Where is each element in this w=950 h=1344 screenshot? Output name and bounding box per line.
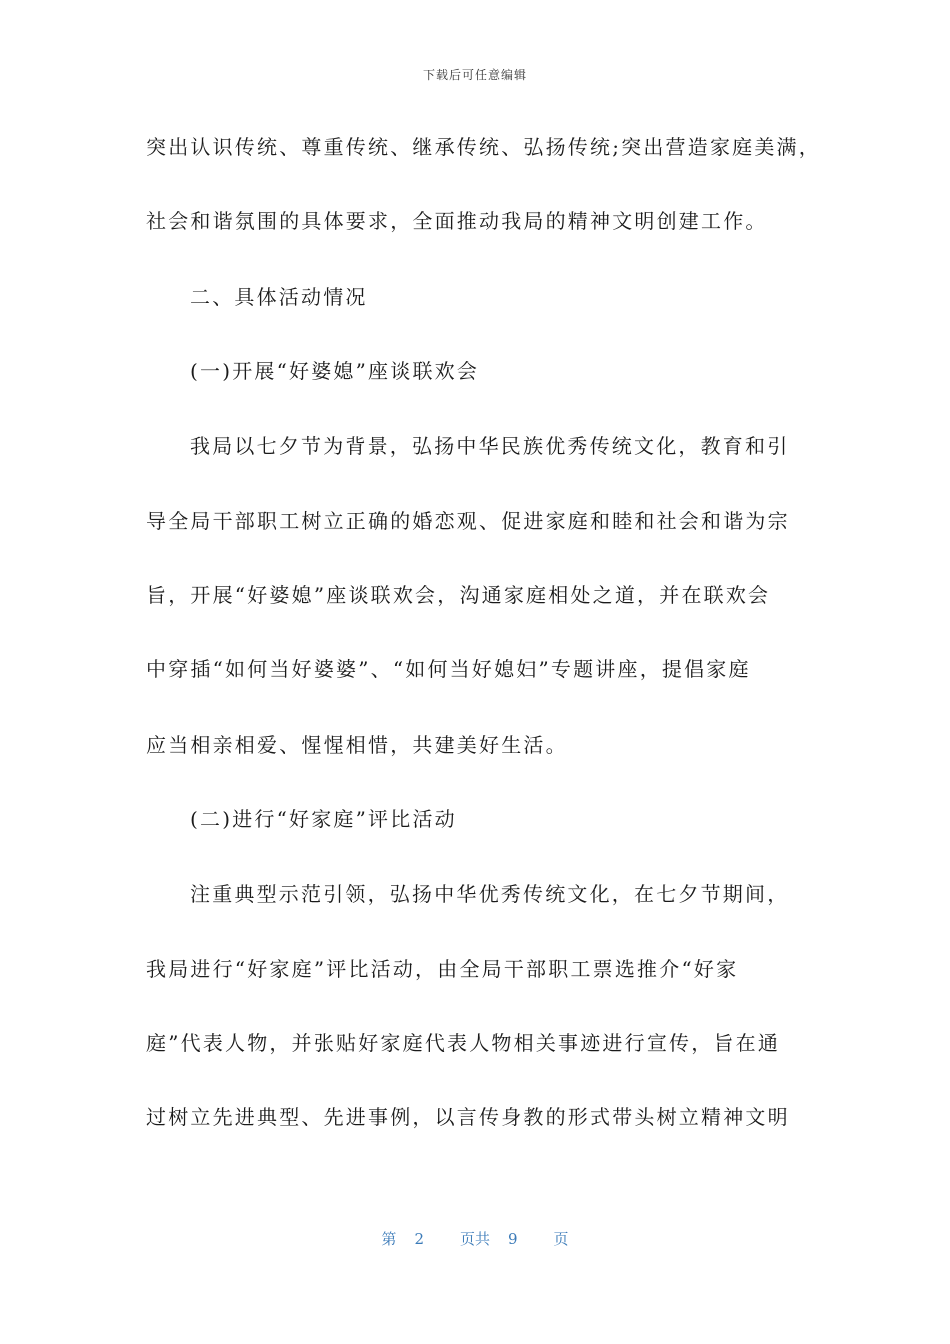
paragraph-line: 应当相亲相爱、惺惺相惜，共建美好生活。 bbox=[146, 733, 568, 757]
footer-di: 第 bbox=[381, 1230, 397, 1248]
paragraph-line: 我局进行“好家庭”评比活动，由全局干部职工票选推介“好家 bbox=[146, 957, 739, 981]
footer-ye: 页 bbox=[553, 1230, 569, 1248]
footer-page-number: 2 bbox=[414, 1230, 424, 1248]
paragraph-line: 我局以七夕节为背景，弘扬中华民族优秀传统文化，教育和引 bbox=[190, 434, 790, 458]
paragraph-line: 注重典型示范引领，弘扬中华优秀传统文化，在七夕节期间， bbox=[190, 882, 790, 906]
page-number-footer bbox=[0, 1228, 950, 1249]
paragraph-line: 突出认识传统、尊重传统、继承传统、弘扬传统;突出营造家庭美满， bbox=[146, 135, 821, 159]
paragraph-line: 导全局干部职工树立正确的婚恋观、促进家庭和睦和社会和谐为宗 bbox=[146, 509, 790, 533]
paragraph-line: 旨，开展“好婆媳”座谈联欢会，沟通家庭相处之道，并在联欢会 bbox=[146, 583, 771, 607]
footer-ye-gong: 页共 bbox=[459, 1230, 490, 1248]
paragraph-line: 庭”代表人物，并张贴好家庭代表人物相关事迹进行宣传，旨在通 bbox=[146, 1031, 781, 1055]
subsection-heading: (二)进行“好家庭”评比活动 bbox=[190, 807, 457, 831]
footer-total-pages: 9 bbox=[508, 1230, 518, 1248]
header-note: 下载后可任意编辑 bbox=[422, 68, 527, 82]
section-heading: 二、具体活动情况 bbox=[190, 285, 368, 309]
paragraph-line: 社会和谐氛围的具体要求，全面推动我局的精神文明创建工作。 bbox=[146, 209, 768, 233]
subsection-heading: (一)开展“好婆媳”座谈联欢会 bbox=[190, 359, 480, 383]
paragraph-line: 中穿插“如何当好婆婆”、“如何当好媳妇”专题讲座，提倡家庭 bbox=[146, 657, 751, 681]
paragraph-line: 过树立先进典型、先进事例，以言传身教的形式带头树立精神文明 bbox=[146, 1105, 790, 1129]
